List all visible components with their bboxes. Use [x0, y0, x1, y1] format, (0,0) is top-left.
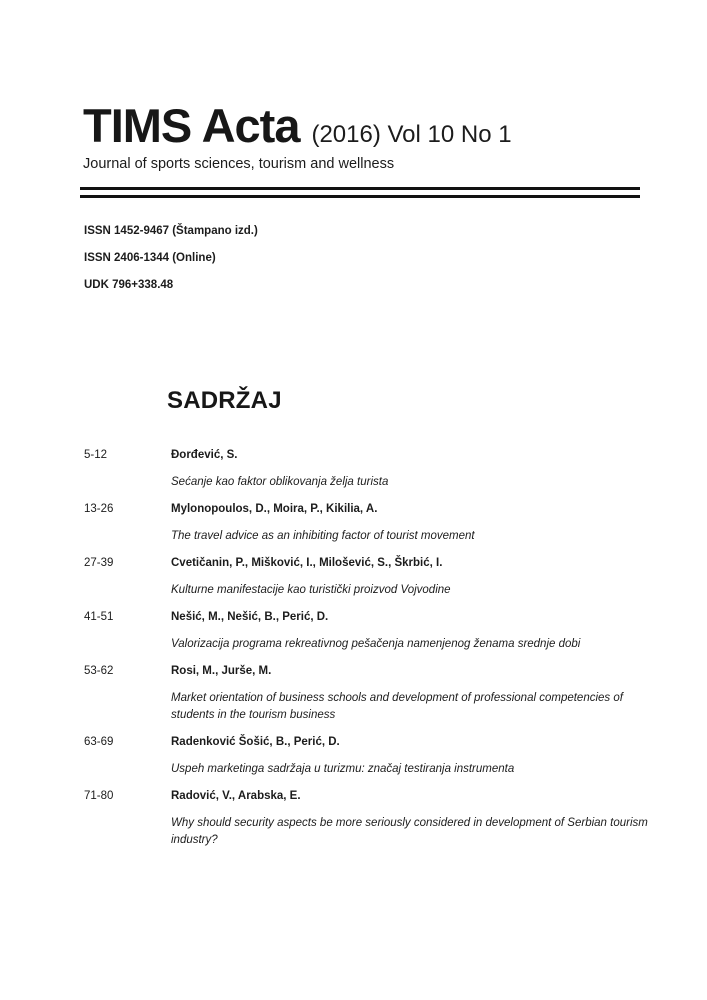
- toc-entry-content: [171, 555, 651, 609]
- toc-entry: [84, 663, 659, 734]
- toc-entry: [84, 609, 659, 663]
- identifiers-block: [84, 224, 258, 305]
- toc-entry-pages: 13-26: [84, 503, 114, 515]
- toc-entry-title: Why should security aspects be more seriously considered in development of Serbian tourism industry?: [171, 817, 648, 846]
- toc-entry: [84, 788, 659, 859]
- rule-bottom: [80, 195, 640, 198]
- toc-entry-authors: Radović, V., Arabska, E.: [171, 790, 301, 802]
- toc-entry-content: [171, 734, 651, 788]
- toc-entry: [84, 501, 659, 555]
- toc-entry-content: [171, 663, 651, 734]
- toc-entry-pages: 71-80: [84, 790, 114, 802]
- toc-entry-title: Valorizacija programa rekreativnog pešačenja namenjenog ženama srednje dobi: [171, 638, 581, 650]
- toc-entry: [84, 734, 659, 788]
- toc-entry-pages: 63-69: [84, 736, 114, 748]
- toc-entry-content: [171, 447, 651, 501]
- toc-entry-content: [171, 501, 651, 555]
- toc-entry: [84, 555, 659, 609]
- toc-entry-authors: Radenković Šošić, B., Perić, D.: [171, 736, 340, 748]
- toc-entry: [84, 447, 659, 501]
- toc-entry-pages: 41-51: [84, 611, 114, 623]
- toc-entry-authors: Đorđević, S.: [171, 449, 238, 461]
- toc-entry-title: Market orientation of business schools and development of professional competencies of students in the tourism business: [171, 692, 623, 721]
- rule-top: [80, 187, 640, 190]
- journal-subtitle: Journal of sports sciences, tourism and wellness: [83, 156, 395, 173]
- toc-heading: SADRŽAJ: [167, 387, 282, 414]
- double-rule: [80, 187, 640, 198]
- journal-title: TIMS Acta: [83, 99, 300, 152]
- toc-entry-content: [171, 609, 651, 663]
- journal-header: [83, 101, 512, 172]
- toc-entry-content: [171, 788, 651, 859]
- toc-entry-authors: Mylonopoulos, D., Moira, P., Kikilia, A.: [171, 503, 378, 515]
- issn-print: ISSN 1452-9467 (Štampano izd.): [84, 225, 258, 237]
- toc-entry-title: The travel advice as an inhibiting factor of tourist movement: [171, 530, 475, 542]
- udk-number: UDK 796+338.48: [84, 279, 174, 291]
- toc-entry-authors: Rosi, M., Jurše, M.: [171, 665, 272, 677]
- issn-online: ISSN 2406-1344 (Online): [84, 252, 216, 264]
- toc-entry-pages: 53-62: [84, 665, 114, 677]
- toc-entry-pages: 27-39: [84, 557, 114, 569]
- toc-entry-title: Sećanje kao faktor oblikovanja želja turista: [171, 476, 389, 488]
- toc-entry-authors: Cvetičanin, P., Mišković, I., Milošević, S., Škrbić, I.: [171, 557, 443, 569]
- toc-entry-title: Uspeh marketinga sadržaja u turizmu: značaj testiranja instrumenta: [171, 763, 515, 775]
- toc-entry-pages: 5-12: [84, 449, 108, 461]
- toc-entry-authors: Nešić, M., Nešić, B., Perić, D.: [171, 611, 329, 623]
- journal-title-row: [83, 101, 512, 150]
- toc-entry-title: Kulturne manifestacije kao turistički proizvod Vojvodine: [171, 584, 451, 596]
- table-of-contents: [84, 447, 659, 859]
- issue-info: (2016) Vol 10 No 1: [311, 121, 512, 148]
